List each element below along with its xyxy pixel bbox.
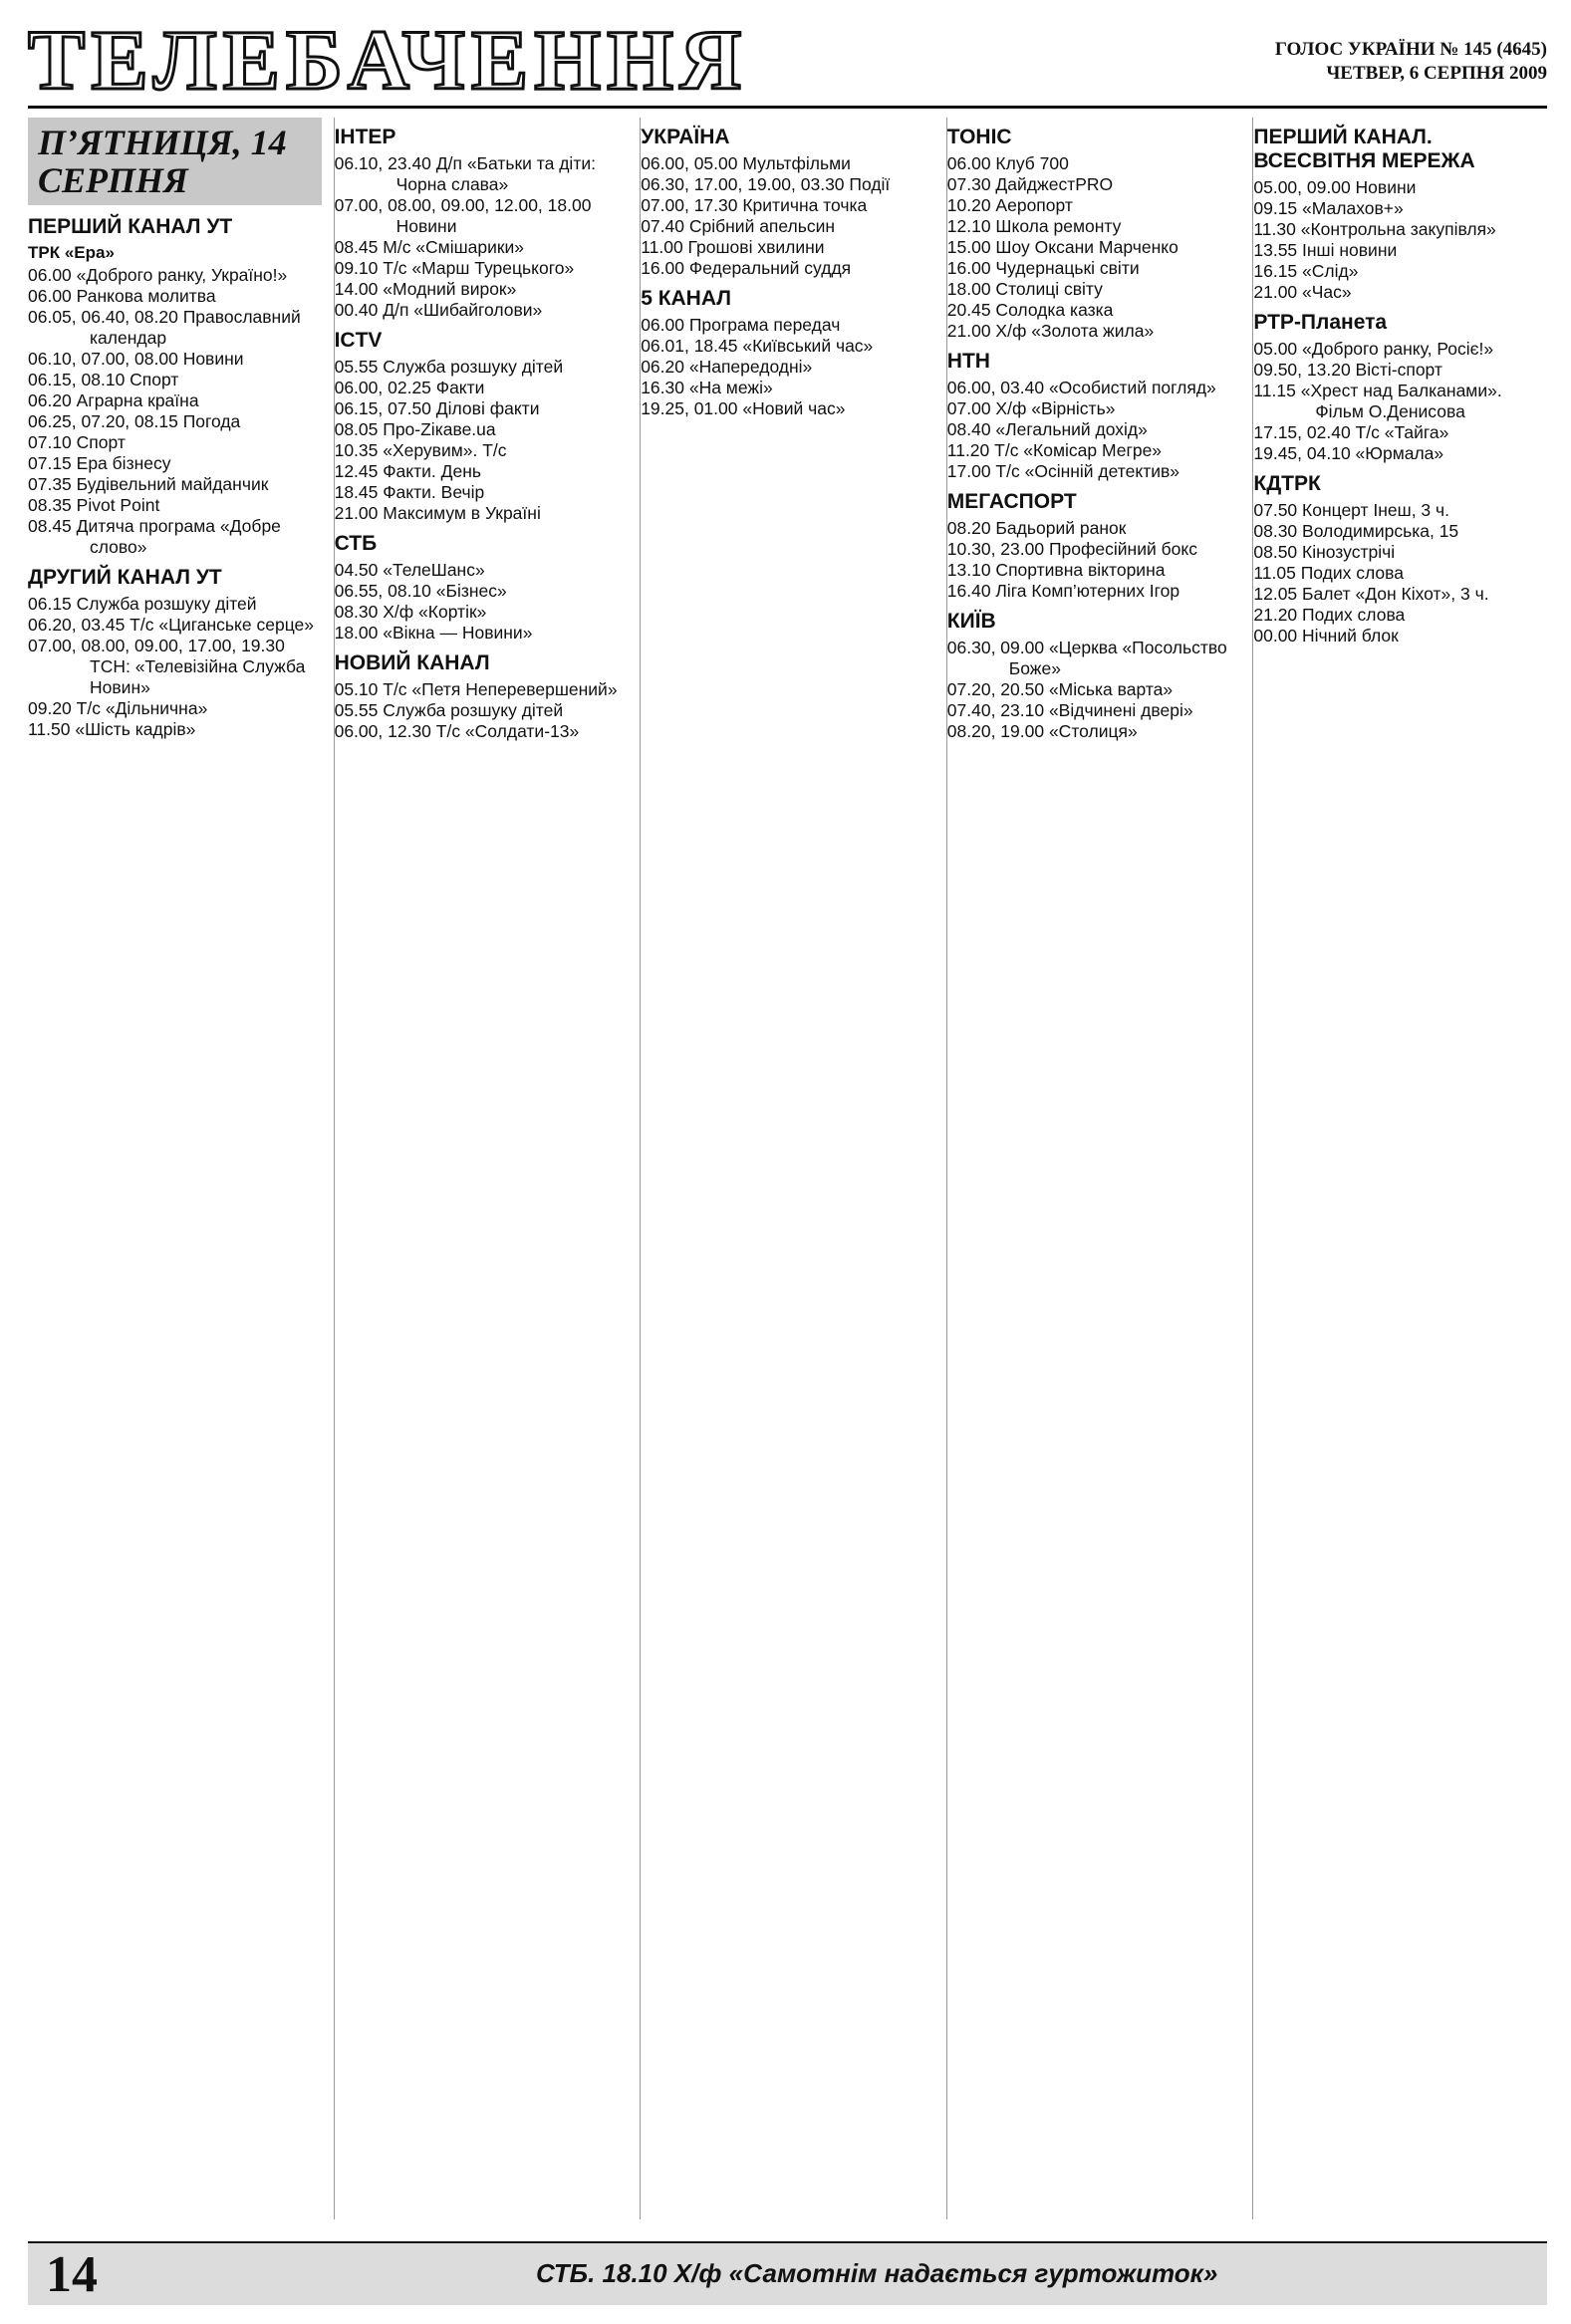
program-item: 09.10 Т/с «Марш Турецького» [334,258,575,278]
program-item: 06.20 «Напередодні» [641,357,813,377]
channel-block [28,215,322,558]
program-item: 06.05, 06.40, 08.20 Православний календар [28,307,301,348]
channel-block [335,329,629,524]
program-item: 08.20 Бадьорий ранок [946,518,1127,538]
channel-block [641,287,934,419]
channel-block [641,126,934,279]
program-item: 06.01, 18.45 «Київський час» [641,336,874,356]
program-item: 17.15, 02.40 Т/с «Тайга» [1253,422,1449,442]
program-item: 07.00 Х/ф «Вірність» [946,398,1116,418]
program-item: 18.00 Столиці світу [946,279,1103,299]
program-item: 07.10 Спорт [28,432,126,452]
program-item: 06.55, 08.10 «Бізнес» [334,581,507,601]
program-item: 19.25, 01.00 «Новий час» [641,398,846,418]
channel-block [1253,126,1547,303]
program-item: 12.10 Школа ремонту [946,216,1122,236]
program-item: 16.15 «Слід» [1253,261,1359,281]
program-item: 06.20, 03.45 Т/с «Циганське серце» [28,615,315,635]
program-item: 19.45, 04.10 «Юрмала» [1253,443,1444,463]
program-item: 13.55 Інші новини [1253,240,1398,260]
program-item: 06.20 Аграрна країна [28,390,199,410]
listing-column-5 [1252,118,1547,2219]
program-item: 20.45 Солодка казка [946,300,1114,320]
program-item: 14.00 «Модний вирок» [334,279,517,299]
program-item: 21.20 Подих слова [1253,605,1406,625]
program-item: 10.35 «Херувим». Т/с [334,440,507,460]
channel-title: НТН [946,350,990,373]
channel-block [947,490,1241,602]
program-item: 09.50, 13.20 Вісті-спорт [1253,360,1442,380]
program-item: 11.15 «Хрест над Балканами». Фільм О.Денисова [1253,381,1502,421]
program-item: 10.20 Аеропорт [946,195,1073,215]
program-item: 15.00 Шоу Оксани Марченко [946,237,1178,257]
channel-title: РТР-Планета [1253,311,1388,334]
program-item: 07.30 ДайджестPRO [946,174,1114,194]
day-header-text: П’ЯТНИЦЯ, 14 СЕРПНЯ [38,123,287,200]
program-item: 06.00 Ранкова молитва [28,286,216,306]
program-item: 12.45 Факти. День [334,461,482,481]
program-item: 00.00 Нічний блок [1253,626,1399,646]
program-item: 16.30 «На межі» [641,378,773,397]
program-item: 06.00 Клуб 700 [946,153,1069,173]
program-item: 05.55 Служба розшуку дітей [334,357,564,377]
program-item: 05.10 Т/с «Петя Неперевершений» [334,679,618,699]
program-item: 08.30 Х/ф «Кортік» [334,602,487,622]
channel-title: ТОНІС [946,126,1012,148]
program-item: 06.15, 07.50 Ділові факти [334,398,540,418]
program-item: 06.10, 23.40 Д/п «Батьки та діти: Чорна слава» [334,153,596,194]
program-item: 07.00, 08.00, 09.00, 17.00, 19.30 ТСН: «Телевізійна Служба Новин» [28,636,306,697]
program-item: 16.40 Ліга Комп’ютерних Ігор [946,581,1180,601]
program-item: 11.30 «Контрольна закупівля» [1253,219,1496,239]
program-item: 12.05 Балет «Дон Кіхот», 3 ч. [1253,584,1489,604]
channel-title: МЕГАСПОРТ [946,490,1077,513]
channel-title: 5 КАНАЛ [641,287,732,310]
channel-block [947,126,1241,342]
program-item: 09.20 Т/с «Дільнична» [28,698,208,718]
masthead [28,14,1547,109]
channel-block [1253,472,1547,646]
program-item: 11.00 Грошові хвилини [641,237,825,257]
issue-number: ГОЛОС УКРАЇНИ № 145 (4645) [1274,39,1547,60]
channel-title: КДТРК [1253,472,1321,495]
program-item: 05.55 Служба розшуку дітей [334,700,564,720]
channel-block [1253,311,1547,464]
day-header [28,118,322,205]
program-item: 08.20, 19.00 «Столиця» [946,721,1138,741]
program-item: 06.30, 09.00 «Церква «Посольство Боже» [946,638,1227,678]
program-item: 07.40 Срібний апельсин [641,216,836,236]
channel-block [335,126,629,321]
page-footer [28,2241,1547,2305]
program-item: 09.15 «Малахов+» [1253,198,1404,218]
channel-title: КИЇВ [946,610,996,633]
program-item: 08.45 Дитяча програма «Добре слово» [28,516,281,557]
listing-column-4 [946,118,1241,2219]
listing-column-2 [334,118,629,2219]
section-title: ТЕЛЕБАЧЕННЯ [28,12,748,108]
program-item: 07.15 Ера бізнесу [28,453,171,473]
program-item: 06.15, 08.10 Спорт [28,370,179,389]
channel-title: ПЕРШИЙ КАНАЛ УТ [28,215,233,238]
program-item: 08.50 Кінозустрічі [1253,542,1396,562]
listing-column-3 [640,118,934,2219]
program-item: 06.25, 07.20, 08.15 Погода [28,411,241,431]
channel-title: ДРУГИЙ КАНАЛ УТ [28,566,222,589]
program-item: 11.05 Подих слова [1253,563,1404,583]
channel-title: СТБ [334,532,378,555]
program-item: 17.00 Т/с «Осінній детектив» [946,461,1180,481]
program-item: 11.50 «Шість кадрів» [28,719,196,739]
channel-block [335,651,629,742]
program-item: 10.30, 23.00 Професійний бокс [946,539,1197,559]
program-item: 11.20 Т/с «Комісар Мегре» [946,440,1163,460]
channel-title: УКРАЇНА [641,126,730,148]
program-item: 07.00, 17.30 Критична точка [641,195,868,215]
channel-title: ICTV [334,329,383,352]
channel-title: ІНТЕР [334,126,396,148]
program-item: 08.40 «Легальний дохід» [946,419,1148,439]
program-item: 08.45 М/с «Смішарики» [334,237,525,257]
program-item: 21.00 «Час» [1253,282,1352,302]
program-item: 18.00 «Вікна — Новини» [334,623,533,643]
program-item: 07.50 Концерт Інеш, 3 ч. [1253,500,1450,520]
program-item: 18.45 Факти. Вечір [334,482,485,502]
program-item: 06.00, 03.40 «Особистий погляд» [946,378,1216,397]
program-item: 07.40, 23.10 «Відчинені двері» [946,700,1193,720]
program-item: 06.00, 12.30 Т/с «Солдати-13» [334,721,580,741]
program-item: 08.30 Володимирська, 15 [1253,521,1459,541]
promo-banner: СТБ. 18.10 Х/ф «Самотнім надається гуртожиток» [536,2258,1218,2288]
program-item: 21.00 Х/ф «Золота жила» [946,321,1155,341]
program-item: 06.00, 02.25 Факти [334,378,485,397]
program-item: 21.00 Максимум в Україні [334,503,541,523]
channel-block [28,566,322,740]
issue-date: ЧЕТВЕР, 6 СЕРПНЯ 2009 [1326,63,1547,84]
tv-listings [28,118,1547,2219]
program-item: 06.15 Служба розшуку дітей [28,594,257,614]
program-item: 07.35 Будівельний майданчик [28,474,269,494]
channel-subtitle: ТРК «Ера» [28,243,115,262]
program-item: 05.00, 09.00 Новини [1253,177,1417,197]
program-item: 04.50 «ТелеШанс» [334,560,485,580]
program-item: 13.10 Спортивна вікторина [946,560,1166,580]
channel-block [947,610,1241,742]
program-item: 08.05 Про-Zікаве.ua [334,419,496,439]
page-number: 14 [46,2246,98,2303]
program-item: 06.00 «Доброго ранку, Україно!» [28,265,288,285]
issue-info [1275,38,1547,86]
program-item: 16.00 Федеральний суддя [641,258,852,278]
program-item: 07.20, 20.50 «Міська варта» [946,679,1174,699]
channel-title: ПЕРШИЙ КАНАЛ. ВСЕСВІТНЯ МЕРЕЖА [1253,126,1475,172]
listing-column-1 [28,118,322,2219]
program-item: 06.30, 17.00, 19.00, 03.30 Події [641,174,891,194]
program-item: 05.00 «Доброго ранку, Росіє!» [1253,339,1494,359]
program-item: 16.00 Чудернацькі світи [946,258,1140,278]
program-item: 08.35 Pivot Point [28,495,160,515]
channel-title: НОВИЙ КАНАЛ [334,651,490,674]
program-item: 06.00 Програма передач [641,315,841,335]
program-item: 06.10, 07.00, 08.00 Новини [28,349,244,369]
program-item: 00.40 Д/п «Шибайголови» [334,300,543,320]
channel-block [947,350,1241,482]
program-item: 07.00, 08.00, 09.00, 12.00, 18.00 Новини [334,195,592,236]
program-item: 06.00, 05.00 Мультфільми [641,153,851,173]
channel-block [335,532,629,644]
